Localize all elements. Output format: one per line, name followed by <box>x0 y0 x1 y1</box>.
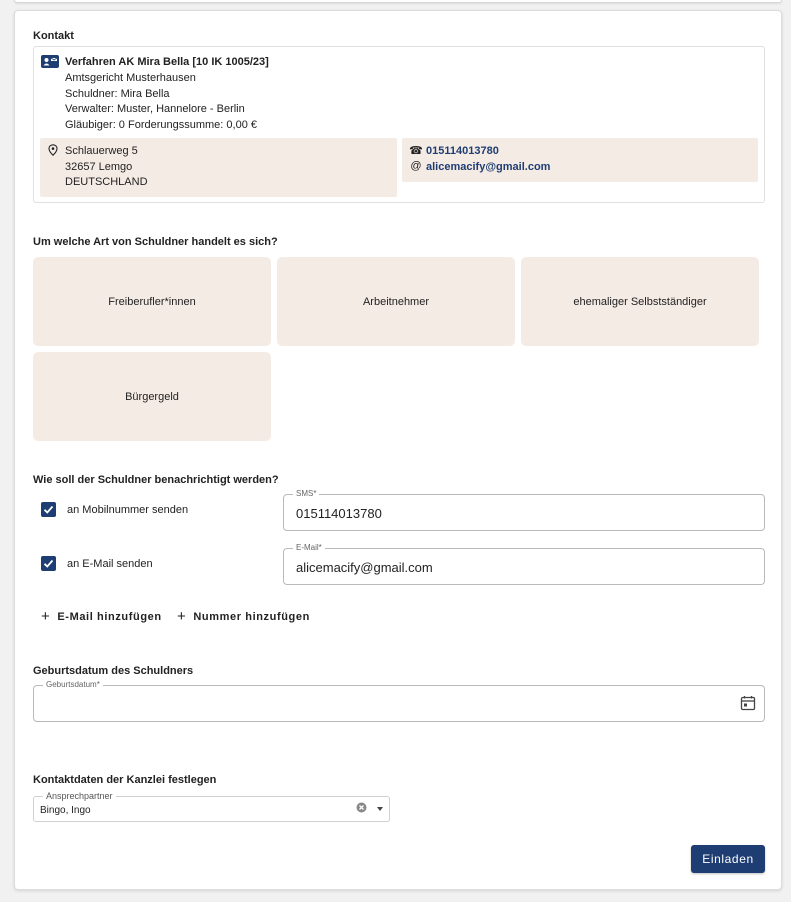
phone-link[interactable]: 015114013780 <box>426 145 499 157</box>
debtor-type-citizens-income[interactable]: Bürgergeld <box>33 352 271 441</box>
address-box <box>40 138 397 197</box>
checkmark-icon <box>43 504 54 515</box>
contact-card-icon <box>41 55 59 68</box>
debtor-type-employee[interactable]: Arbeitnehmer <box>277 257 515 346</box>
email-field[interactable] <box>283 543 765 585</box>
debtor-type-former-self-employed[interactable]: ehemaliger Selbstständiger <box>521 257 759 346</box>
notification-question: Wie soll der Schuldner benachrichtigt werden? <box>33 474 279 486</box>
administrator-name: Verwalter: Muster, Hannelore - Berlin <box>65 103 245 115</box>
sms-checkbox-label: an Mobilnummer senden <box>67 504 189 516</box>
firm-contact-section-label: Kontaktdaten der Kanzlei festlegen <box>33 774 217 786</box>
add-email-label: E-Mail hinzufügen <box>57 611 162 623</box>
chevron-down-icon[interactable] <box>377 807 383 811</box>
add-email-button[interactable] <box>41 608 162 625</box>
contact-person-value: Bingo, Ingo <box>40 805 91 816</box>
sms-field-value[interactable]: 015114013780 <box>296 506 382 521</box>
contact-person-select[interactable] <box>33 791 390 822</box>
address-city: 32657 Lemgo <box>65 161 133 173</box>
email-field-value[interactable]: alicemacify@gmail.com <box>296 560 433 575</box>
email-checkbox-label: an E-Mail senden <box>67 558 153 570</box>
address-street: Schlauerweg 5 <box>65 145 138 157</box>
procedure-title: Verfahren AK Mira Bella [10 IK 1005/23] <box>65 56 269 68</box>
clear-icon[interactable] <box>356 802 367 813</box>
email-field-label: E-Mail* <box>293 543 325 553</box>
calendar-icon[interactable] <box>740 695 756 711</box>
contact-person-label: Ansprechpartner <box>43 791 116 802</box>
invite-form-card <box>14 10 782 890</box>
debtor-type-question: Um welche Art von Schuldner handelt es sich? <box>33 236 278 248</box>
birthdate-field-label: Geburtsdatum* <box>43 680 103 690</box>
address-country: DEUTSCHLAND <box>65 176 148 188</box>
plus-icon: + <box>177 608 187 625</box>
sms-field[interactable] <box>283 489 765 531</box>
invite-button[interactable]: Einladen <box>691 845 765 873</box>
communication-box <box>402 138 758 182</box>
email-link[interactable]: alicemacify@gmail.com <box>426 161 551 173</box>
at-sign-icon: @ <box>410 160 422 172</box>
court-name: Amtsgericht Musterhausen <box>65 72 196 84</box>
plus-icon: + <box>41 608 51 625</box>
checkmark-icon <box>43 558 54 569</box>
debtor-type-freelancer[interactable]: Freiberufler*innen <box>33 257 271 346</box>
contact-box <box>33 46 765 203</box>
contact-section-label: Kontakt <box>33 30 74 42</box>
birthdate-field[interactable] <box>33 680 765 722</box>
email-checkbox[interactable] <box>41 556 56 571</box>
location-pin-icon <box>48 144 58 156</box>
previous-card-edge <box>14 0 782 3</box>
sms-checkbox[interactable] <box>41 502 56 517</box>
add-number-button[interactable] <box>177 608 310 625</box>
add-number-label: Nummer hinzufügen <box>193 611 310 623</box>
sms-field-label: SMS* <box>293 489 319 499</box>
creditor-summary: Gläubiger: 0 Forderungssumme: 0,00 € <box>65 119 257 131</box>
phone-icon: ☎ <box>409 145 423 157</box>
debtor-name: Schuldner: Mira Bella <box>65 88 170 100</box>
birthdate-section-label: Geburtsdatum des Schuldners <box>33 665 194 677</box>
